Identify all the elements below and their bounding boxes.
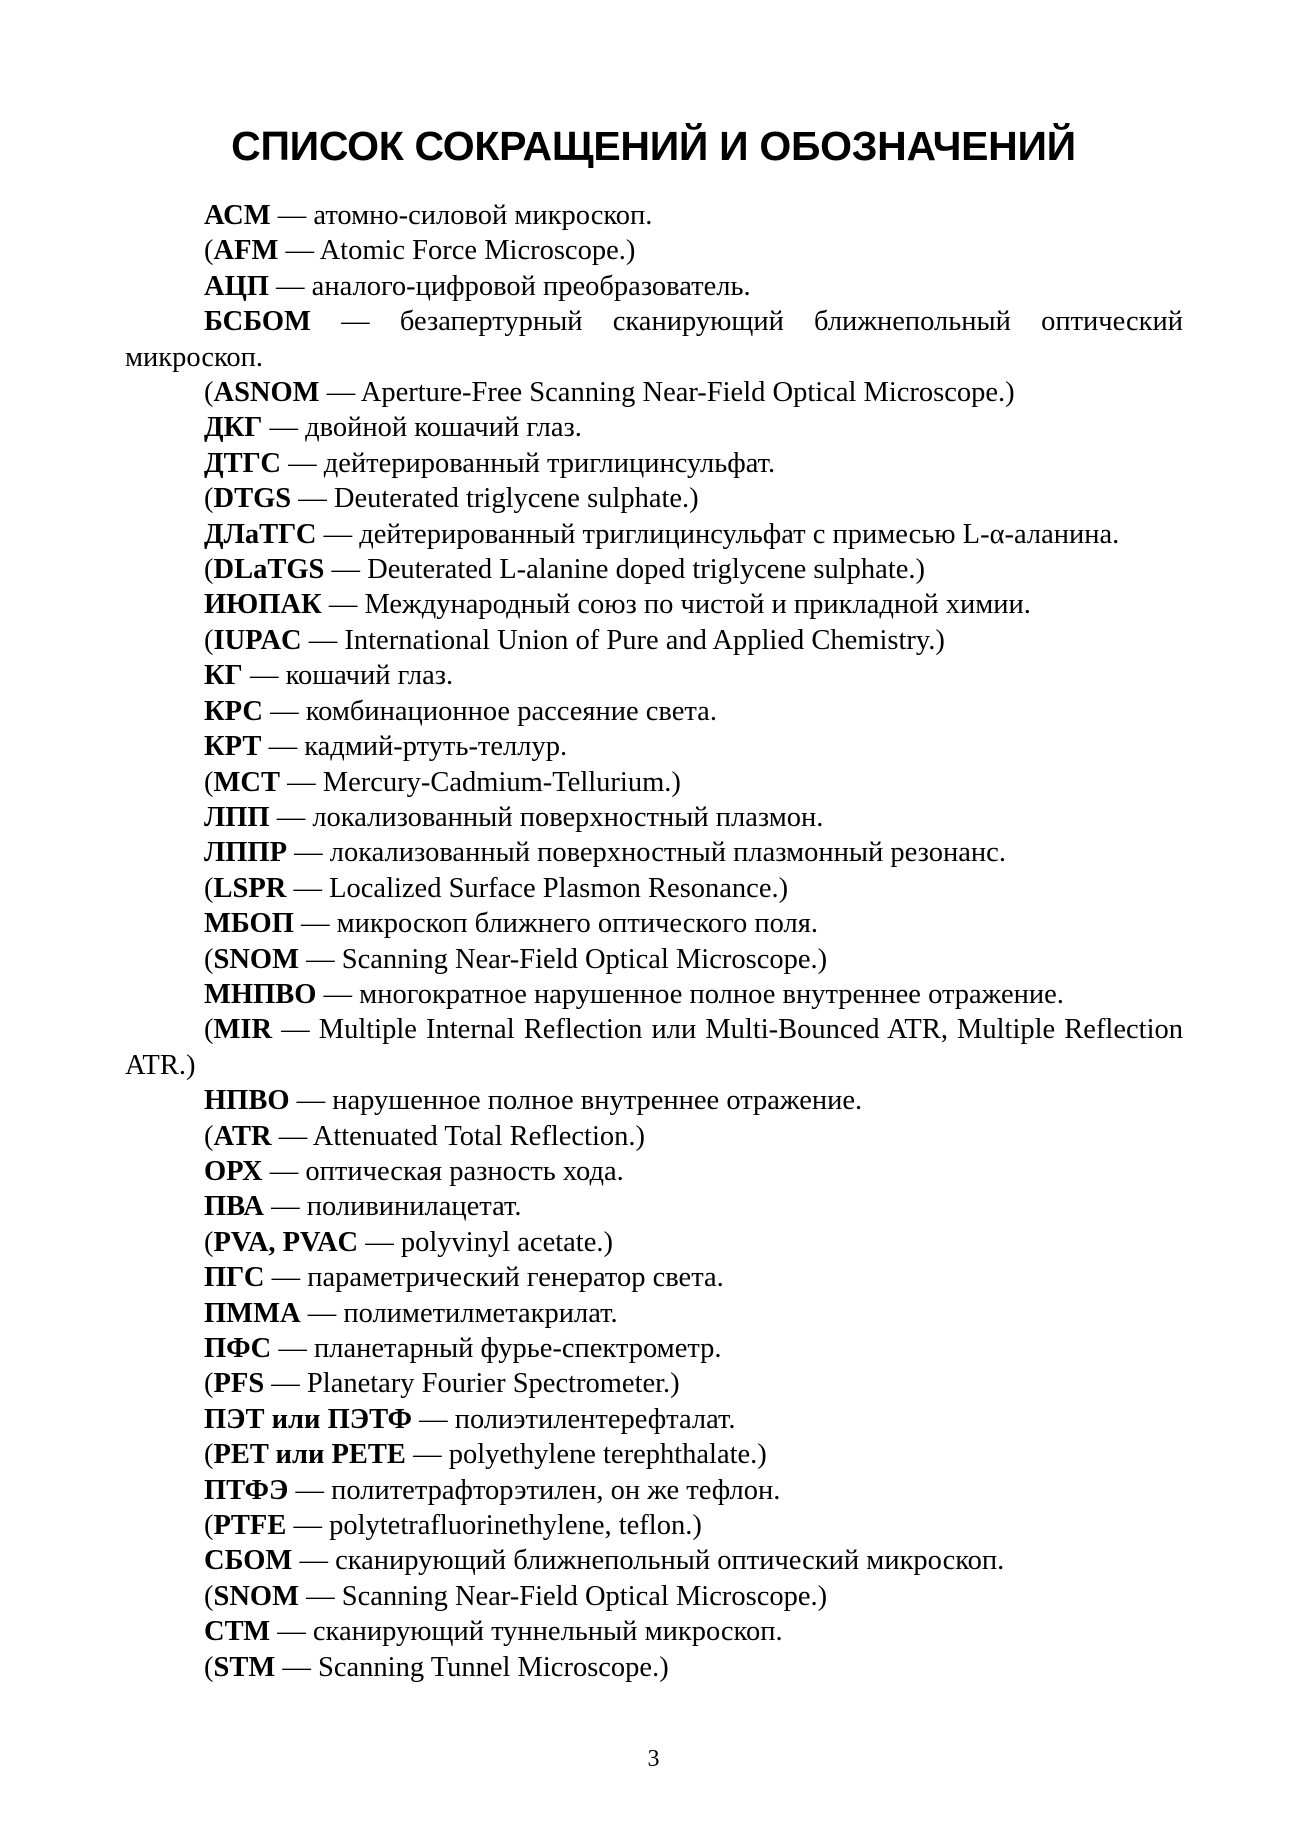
- entry-abbreviation: ПВА: [204, 1191, 264, 1223]
- abbreviation-entry: [125, 1614, 1183, 1649]
- entry-abbreviation: СБОМ: [204, 1545, 293, 1577]
- abbreviation-entry: [125, 587, 1183, 622]
- abbreviation-entry: [125, 1650, 1183, 1685]
- entry-definition: — Scanning Near-Field Optical Microscope.): [299, 1580, 828, 1612]
- entry-abbreviation: PFS: [213, 1368, 265, 1400]
- entry-definition: — кадмий-ртуть-теллур.: [261, 731, 568, 763]
- abbreviation-entry: [125, 410, 1183, 445]
- abbreviation-entry: [125, 1083, 1183, 1118]
- entry-abbreviation: ПЭТ или ПЭТФ: [204, 1403, 412, 1435]
- entry-prefix: (: [204, 235, 214, 267]
- entry-abbreviation: ПГС: [204, 1262, 265, 1294]
- entry-prefix: (: [204, 943, 214, 975]
- entry-definition: — полиметилметакрилат.: [300, 1297, 618, 1329]
- entry-abbreviation: DLaTGS: [213, 554, 325, 586]
- entry-abbreviation: НПВО: [204, 1085, 290, 1117]
- abbreviation-entry: [125, 517, 1183, 552]
- entry-abbreviation: IUPAC: [213, 624, 302, 656]
- entry-definition: — полиэтилентерефталат.: [411, 1403, 736, 1435]
- entry-prefix: (: [204, 1120, 214, 1152]
- entry-prefix: (: [204, 1580, 214, 1612]
- entry-prefix: (: [204, 1368, 214, 1400]
- abbreviation-list: [125, 198, 1183, 1685]
- abbreviation-entry: [125, 481, 1183, 516]
- entry-definition: — дейтерированный триглицинсульфат с примесью L-α-аланина.: [316, 518, 1120, 550]
- entry-definition: — дейтерированный триглицинсульфат.: [280, 447, 776, 479]
- abbreviation-entry: [125, 552, 1183, 587]
- entry-definition: — кошачий глаз.: [242, 660, 454, 692]
- abbreviation-entry: [125, 375, 1183, 410]
- entry-abbreviation: PET или PETE: [213, 1439, 406, 1471]
- abbreviation-entry: [125, 1579, 1183, 1614]
- entry-abbreviation: КГ: [204, 660, 243, 692]
- entry-abbreviation: ДЛаТГС: [204, 518, 317, 550]
- entry-definition: — политетрафторэтилен, он же тефлон.: [288, 1474, 781, 1506]
- entry-prefix: (: [204, 1510, 214, 1542]
- entry-definition: — Localized Surface Plasmon Resonance.): [286, 872, 789, 904]
- entry-definition: — сканирующий туннельный микроскоп.: [270, 1616, 783, 1648]
- entry-definition: — Scanning Tunnel Microscope.): [275, 1651, 669, 1683]
- abbreviation-entry: [125, 800, 1183, 835]
- entry-abbreviation: ПТФЭ: [204, 1474, 289, 1506]
- entry-definition: — Aperture-Free Scanning Near-Field Optical Microscope.): [319, 377, 1015, 409]
- entry-prefix: (: [204, 554, 214, 586]
- abbreviation-entry: [125, 906, 1183, 941]
- abbreviation-entry: [125, 269, 1183, 304]
- abbreviation-entry: [125, 658, 1183, 693]
- abbreviation-entry: [125, 304, 1183, 375]
- abbreviation-entry: [125, 942, 1183, 977]
- entry-definition: — атомно-силовой микроскоп.: [270, 200, 653, 231]
- entry-abbreviation: SNOM: [213, 943, 299, 975]
- entry-abbreviation: SNOM: [213, 1580, 299, 1612]
- entry-definition: — поливинилацетат.: [263, 1191, 522, 1223]
- abbreviation-entry: [125, 1119, 1183, 1154]
- entry-definition: — многократное нарушенное полное внутреннее отражение.: [316, 978, 1064, 1010]
- entry-prefix: (: [204, 766, 214, 798]
- entry-definition: — Deuterated triglycene sulphate.): [291, 483, 699, 515]
- entry-abbreviation: ПММА: [204, 1297, 301, 1329]
- entry-prefix: (: [204, 1651, 214, 1683]
- entry-abbreviation: ДКГ: [204, 412, 263, 444]
- abbreviation-entry: [125, 198, 1183, 233]
- entry-definition: — аналого-цифровой преобразователь.: [268, 270, 751, 302]
- abbreviation-entry: [125, 1331, 1183, 1366]
- entry-abbreviation: MCT: [213, 766, 280, 798]
- abbreviation-entry: [125, 1543, 1183, 1578]
- entry-definition: — безапертурный сканирующий ближнепольный оптический микроскоп.: [125, 306, 1183, 373]
- abbreviation-entry: [125, 1366, 1183, 1401]
- entry-definition: — комбинационное рассеяние света.: [263, 695, 717, 727]
- entry-abbreviation: СТМ: [204, 1616, 271, 1648]
- abbreviation-entry: [125, 623, 1183, 658]
- entry-abbreviation: STM: [213, 1651, 276, 1683]
- entry-prefix: (: [204, 483, 214, 515]
- entry-abbreviation: ПФС: [204, 1333, 272, 1364]
- page-number: 3: [647, 1746, 660, 1772]
- abbreviation-entry: [125, 446, 1183, 481]
- entry-abbreviation: АСМ: [204, 200, 271, 231]
- entry-prefix: (: [204, 1226, 214, 1258]
- page-title: СПИСОК СОКРАЩЕНИЙ И ОБОЗНАЧЕНИЙ: [231, 123, 1076, 169]
- entry-definition: — Scanning Near-Field Optical Microscope.): [299, 943, 828, 975]
- entry-definition: — оптическая разность хода.: [262, 1155, 624, 1187]
- entry-definition: — Deuterated L-alanine doped triglycene sulphate.): [324, 554, 926, 586]
- entry-definition: — сканирующий ближнепольный оптический микроскоп.: [292, 1545, 1005, 1577]
- entry-abbreviation: КРС: [204, 695, 264, 727]
- abbreviation-entry: [125, 1473, 1183, 1508]
- entry-abbreviation: ОРХ: [204, 1155, 263, 1187]
- entry-definition: — локализованный поверхностный плазмон.: [269, 801, 824, 833]
- entry-abbreviation: ATR: [213, 1120, 272, 1152]
- abbreviation-entry: [125, 233, 1183, 268]
- entry-definition: — планетарный фурье-спектрометр.: [271, 1333, 722, 1364]
- entry-abbreviation: MIR: [213, 1014, 273, 1046]
- abbreviation-entry: [125, 871, 1183, 906]
- entry-abbreviation: МБОП: [204, 908, 294, 940]
- entry-abbreviation: AFM: [213, 235, 279, 267]
- entry-definition: — International Union of Pure and Applied Chemistry.): [301, 624, 945, 656]
- entry-abbreviation: LSPR: [213, 872, 287, 904]
- entry-abbreviation: ЛППР: [204, 837, 287, 869]
- entry-definition: — Planetary Fourier Spectrometer.): [264, 1368, 680, 1400]
- entry-definition: — polytetrafluorinethylene, teflon.): [286, 1510, 702, 1542]
- abbreviation-entry: [125, 1437, 1183, 1472]
- abbreviation-entry: [125, 977, 1183, 1012]
- abbreviation-entry: [125, 1296, 1183, 1331]
- abbreviation-entry: [125, 1154, 1183, 1189]
- entry-definition: — Международный союз по чистой и прикладной химии.: [321, 589, 1031, 621]
- entry-abbreviation: DTGS: [213, 483, 292, 515]
- abbreviation-entry: [125, 1260, 1183, 1295]
- entry-abbreviation: БСБОМ: [204, 306, 311, 338]
- entry-definition: — нарушенное полное внутреннее отражение.: [289, 1085, 863, 1117]
- entry-definition: — параметрический генератор света.: [264, 1262, 724, 1294]
- abbreviation-entry: [125, 765, 1183, 800]
- entry-abbreviation: ЛПП: [204, 801, 270, 833]
- entry-definition: — Atomic Force Microscope.): [278, 235, 636, 267]
- entry-prefix: (: [204, 624, 214, 656]
- entry-prefix: (: [204, 377, 214, 409]
- entry-definition: — polyvinyl acetate.): [358, 1226, 613, 1258]
- abbreviation-entry: [125, 1189, 1183, 1224]
- entry-definition: — локализованный поверхностный плазмонный резонанс.: [286, 837, 1006, 869]
- entry-abbreviation: ASNOM: [213, 377, 320, 409]
- entry-definition: — Mercury-Cadmium-Tellurium.): [280, 766, 681, 798]
- entry-abbreviation: PVA, PVAC: [213, 1226, 359, 1258]
- entry-prefix: (: [204, 872, 214, 904]
- abbreviation-entry: [125, 835, 1183, 870]
- entry-abbreviation: КРТ: [204, 731, 262, 763]
- entry-abbreviation: ДТГС: [204, 447, 281, 479]
- abbreviation-entry: [125, 1402, 1183, 1437]
- abbreviation-entry: [125, 1508, 1183, 1543]
- entry-definition: — Multiple Internal Reflection или Multi-Bounced ATR, Multiple Reflection ATR.): [125, 1014, 1183, 1081]
- entry-prefix: (: [204, 1439, 214, 1471]
- entry-abbreviation: PTFE: [213, 1510, 287, 1542]
- entry-abbreviation: МНПВО: [204, 978, 317, 1010]
- abbreviation-entry: [125, 694, 1183, 729]
- entry-definition: — двойной кошачий глаз.: [262, 412, 582, 444]
- abbreviation-entry: [125, 1225, 1183, 1260]
- entry-definition: — микроскоп ближнего оптического поля.: [293, 908, 819, 940]
- abbreviation-entry: [125, 1012, 1183, 1083]
- entry-prefix: (: [204, 1014, 214, 1046]
- entry-definition: — polyethylene terephthalate.): [405, 1439, 767, 1471]
- entry-definition: — Attenuated Total Reflection.): [271, 1120, 645, 1152]
- entry-abbreviation: АЦП: [204, 270, 269, 302]
- abbreviation-entry: [125, 729, 1183, 764]
- entry-abbreviation: ИЮПАК: [204, 589, 322, 621]
